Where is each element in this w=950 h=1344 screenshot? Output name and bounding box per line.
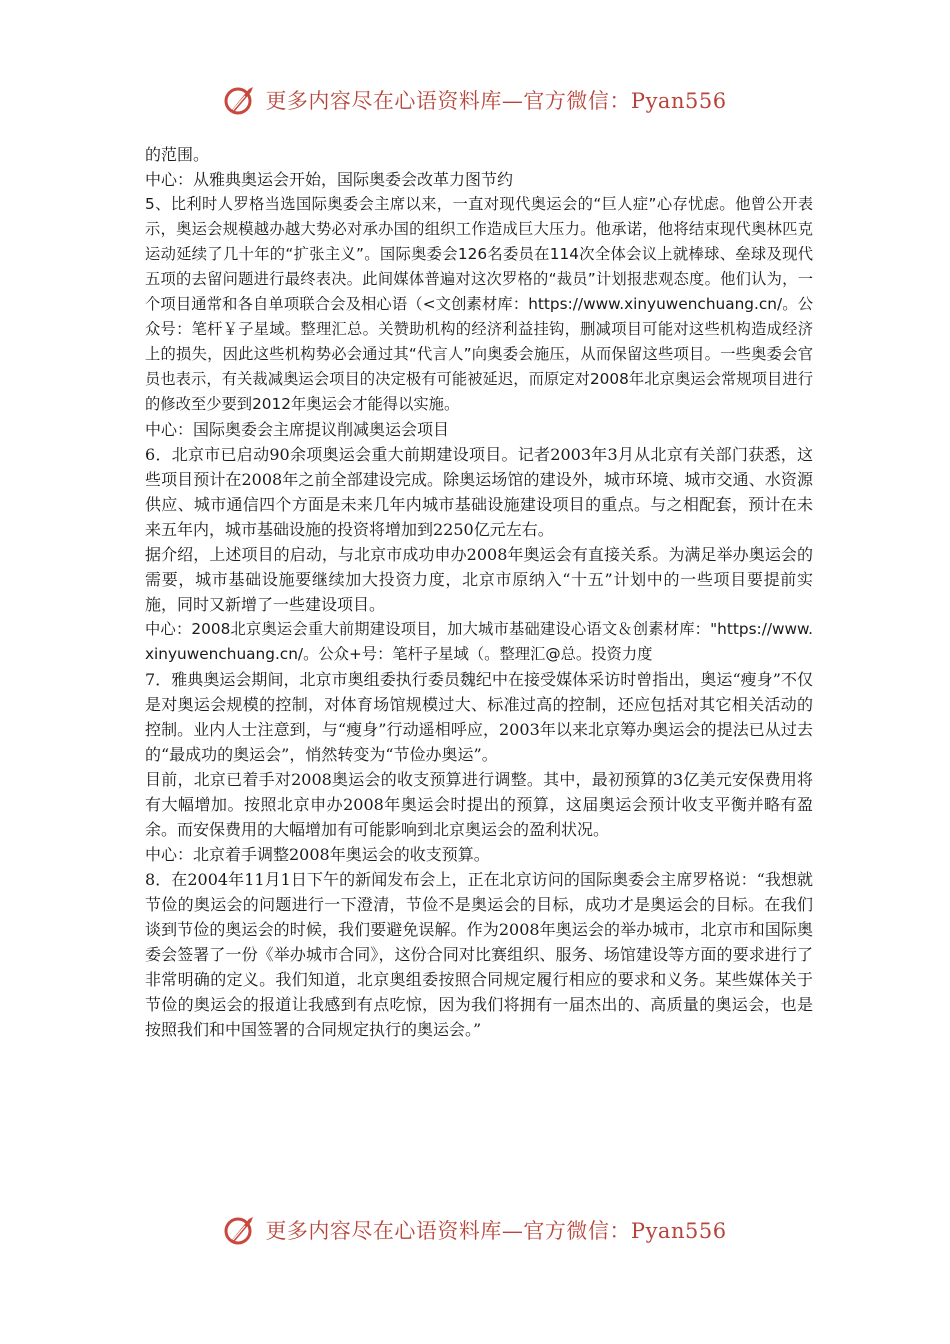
paragraph: 中心：从雅典奥运会开始，国际奥委会改革力图节约 [145,170,514,189]
header-watermark-banner [0,80,950,120]
paragraph: 7．雅典奥运会期间，北京市奥组委执行委员魏纪中在接受媒体采访时曾指出，奥运“瘦身”不仅是对奥运会规模的控制，对体育场馆规模过大、标准过高的控制，还应包括对其它相关活动的控制。业内人士注意到，与“瘦身”行动遥相呼应，2003年以来北京筹办奥运会的提法已从过去的“最成功的奥运会”，悄然转变为“节俭办奥运”。 [145,670,813,764]
quill-logo-icon [223,83,257,117]
paragraph: 的范围。 [145,145,210,164]
paragraph: 中心：国际奥委会主席提议削减奥运会项目 [145,420,450,439]
paragraph: 目前，北京已着手对2008奥运会的收支预算进行调整。其中，最初预算的3亿美元安保费用将有大幅增加。按照北京申办2008年奥运会时提出的预算，这届奥运会预计收支平衡并略有盈余。而安保费用的大幅增加有可能影响到北京奥运会的盈利状况。 [145,770,813,839]
paragraph: 6．北京市已启动90余项奥运会重大前期建设项目。记者2003年3月从北京有关部门获悉，这些项目预计在2008年之前全部建设完成。除奥运场馆的建设外，城市环境、城市交通、水资源供应、城市通信四个方面是未来几年内城市基础设施建设项目的重点。与之相配套，预计在未来五年内，城市基础设施的投资将增加到2250亿元左右。 [145,445,813,539]
document-body [145,142,813,1042]
banner-text: 更多内容尽在心语资料库—官方微信：Pyan556 [265,1219,727,1243]
banner-text: 更多内容尽在心语资料库—官方微信：Pyan556 [265,89,727,113]
quill-logo-icon [223,1213,257,1247]
paragraph: 中心：北京着手调整2008年奥运会的收支预算。 [145,845,490,864]
paragraph: 5、比利时人罗格当选国际奥委会主席以来，一直对现代奥运会的“巨人症”心存忧虑。他曾公开表示，奥运会规模越办越大势必对承办国的组织工作造成巨大压力。他承诺，他将结束现代奥林匹克运动延续了几十年的“扩张主义”。国际奥委会126名委员在114次全体会议上就棒球、垒球及现代五项的去留问题进行最终表决。此间媒体普遍对这次罗格的“裁员”计划报悲观态度。他们认为，一个项目通常和各自单项联合会及相心语（<文创素材库：https://www.xinyuwenchuang.cn/。公众号：笔杆￥子星域。整理汇总。关赞助机构的经济利益挂钩，删减项目可能对这些机构造成经济上的损失，因此这些机构势必会通过其“代言人”向奥委会施压，从而保留这些项目。一些奥委会官员也表示，有关裁减奥运会项目的决定极有可能被延迟，而原定对2008年北京奥运会常规项目进行的修改至少要到2012年奥运会才能得以实施。 [145,195,813,413]
paragraph: 中心：2008北京奥运会重大前期建设项目，加大城市基础建设心语文＆创素材库："https://www.xinyuwenchuang.cn/。公众+号：笔杆子星域（。整理汇@总。投资力度 [145,620,813,663]
paragraph: 据介绍，上述项目的启动，与北京市成功申办2008年奥运会有直接关系。为满足举办奥运会的需要，城市基础设施要继续加大投资力度，北京市原纳入“十五”计划中的一些项目要提前实施，同时又新增了一些建设项目。 [145,545,813,614]
footer-watermark-banner [0,1210,950,1250]
paragraph: 8．在2004年11月1日下午的新闻发布会上，正在北京访问的国际奥委会主席罗格说：“我想就节俭的奥运会的问题进行一下澄清，节俭不是奥运会的目标，成功才是奥运会的目标。在我们谈到节俭的奥运会的时候，我们要避免误解。作为2008年奥运会的举办城市，北京市和国际奥委会签署了一份《举办城市合同》，这份合同对比赛组织、服务、场馆建设等方面的要求进行了非常明确的定义。我们知道，北京奥组委按照合同规定履行相应的要求和义务。某些媒体关于节俭的奥运会的报道让我感到有点吃惊，因为我们将拥有一届杰出的、高质量的奥运会，也是按照我们和中国签署的合同规定执行的奥运会。” [145,870,813,1039]
